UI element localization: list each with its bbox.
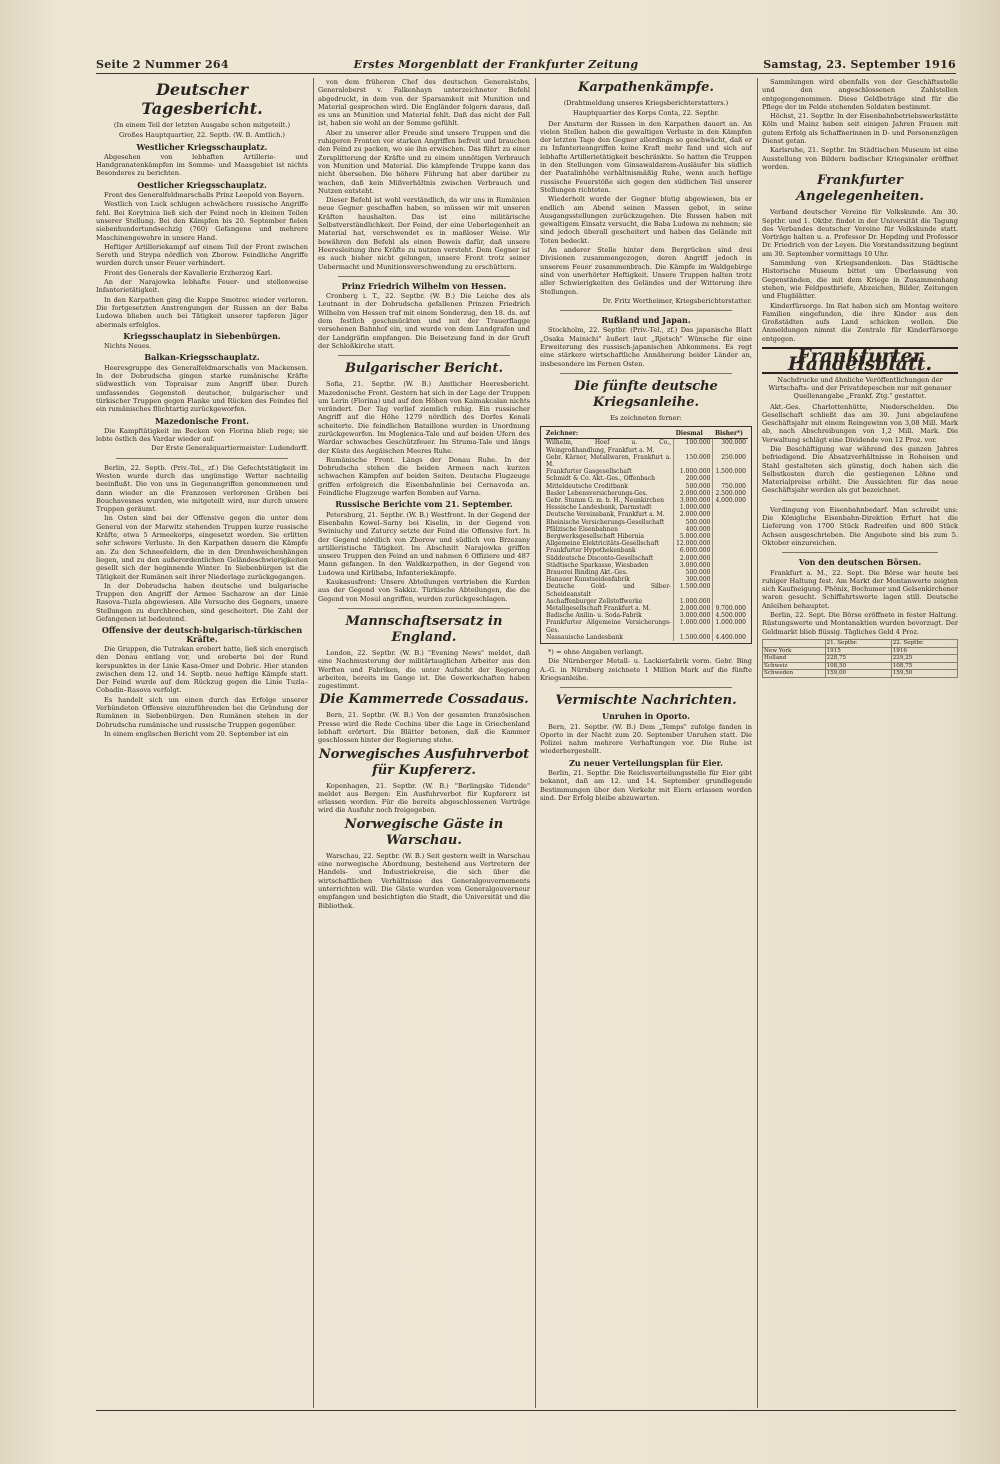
article-headline: Bulgarischer Bericht. <box>345 361 503 377</box>
amount-current: 3.000.000 <box>674 612 713 619</box>
table-row <box>544 569 748 576</box>
article-headline: Norwegisches Ausfuhrverbot für Kupfererz. <box>318 746 530 778</box>
table-row <box>544 634 748 641</box>
divider <box>116 458 288 459</box>
subscriber-name: Hessische Landesbank, Darmstadt <box>546 504 652 512</box>
amount-current: 500.000 <box>674 519 713 526</box>
table-cell: Schweden <box>763 670 826 678</box>
table-row <box>763 647 958 655</box>
subline: (Drahtmeldung unseres Kriegsberichterstatters.) <box>563 99 729 107</box>
amount-current: 12.000.000 <box>674 540 713 547</box>
article-paragraph: von dem früheren Chef des deutschen Generalstabs, Generaloberst v. Falkenhayn unterzeichneter Befehl abgedruckt, in dem von der Sparsamkeit mit Munition und Material gesprochen wird. Die Engländer folgern daraus, daß es uns an Munition und Material fehlt. Daß das nicht der Fall ist, haben sie wohl an der Somme gefühlt. <box>318 78 530 128</box>
subscriber-name: Gebr. Kärner, Metallwaren, Frankfurt a. M. <box>546 453 672 469</box>
article-paragraph: Der Ansturm der Russen in den Karpathen dauert an. An vielen Stellen haben die gewaltigen Verluste in den Kämpfen der letzten Tage den Gegner allerdings so geschwächt, daß er zu Infanterieangriffen keine Kraft mehr fand und sich auf lebhafte Artillerietätigkeit beschränkte. So hatten die Truppen in den Stellungen vom Ginsawaldarem-Ausläufer bis südlich der Paatalinhöhe verhältnismäßig Ruhe, wenn auch heftige russische Feuerstöße sich gegen den südlichen Teil unserer Stellungen richteten. <box>540 119 752 194</box>
article-paragraph: Die Nürnberger Metall- u. Lackierfabrik vorm. Gebr. Bing A.-G. in Nürnberg zeichnete 1 Million Mark auf die fünfte Kriegsanleihe. <box>540 657 752 682</box>
article-paragraph: Sammlungen wird ebenfalls von der Geschäftsstelle und den angeschlossenen Zahlstellen entgegengenommen. Diese Geldbeträge sind für die Pflege der im Felde stehenden Soldaten bestimmt. <box>762 78 958 111</box>
table-row <box>544 483 748 490</box>
divider <box>560 310 732 311</box>
divider <box>338 276 510 277</box>
subscriber-name: Bergwerksgesellschaft Hibernia <box>546 533 644 541</box>
article-paragraph: Berlin, 22. Sept. Die Börse eröffnete in fester Haltung. Rüstungswerte und Montanaktien wurden bevorzugt. Der Geldmarkt blieb flüssig. Tägliches Geld 4 Proz. <box>762 611 958 636</box>
amount-current: 100.000 <box>674 439 713 454</box>
amount-previous <box>713 540 748 547</box>
article-headline: Die fünfte deutsche Kriegsanleihe. <box>574 378 718 410</box>
article-paragraph: Aber zu unserer aller Freude sind unsere Truppen und die ruhigeren Fronten vor starken Angriffen befreit und brauchen den Feind zu packen, wo sie ihn erwischen. Das führt zu einer Zersplitterung der Kräfte und zu einem unnötigen Verbrauch von Munition und Material. Die kämpfende Truppe kann das nicht übersehen. Die höhere Führung hat aber darüber zu wachen, daß kein Mißverhältnis zwischen Verbrauch und Nutzen entsteht. <box>318 128 530 195</box>
article-paragraph: In der Dobrudscha haben deutsche und bulgarische Truppen den Angriff der Armee Sacharow an der Linie Rasova–Tuzla abgewiesen. Alle Versuche des Gegners, unsere Stellungen zu durchbrechen, sind gescheitert. Die Zahl der Gefangenen ist bedeutend. <box>96 581 308 624</box>
amount-current: 1.500.000 <box>674 634 713 641</box>
table-cell: Holland <box>763 655 826 663</box>
table-header-row <box>544 429 748 439</box>
masthead-rule <box>96 73 956 74</box>
amount-previous: 250.000 <box>713 454 748 468</box>
table-cell: 21. Septbr. <box>825 639 891 647</box>
amount-previous: 750.000 <box>713 483 748 490</box>
amount-previous <box>713 569 748 576</box>
divider <box>782 500 938 501</box>
footer-rule <box>96 1410 956 1411</box>
subscriber-name: Brauerei Binding Akt.-Ges. <box>546 569 628 577</box>
table-row <box>544 562 748 569</box>
amount-previous <box>713 511 748 518</box>
subline: Es zeichneten ferner: <box>610 413 682 422</box>
footnote: *) = ohne Angaben verlangt. <box>548 648 644 657</box>
section-heading: Balkan-Kriegsschauplatz. <box>144 352 260 363</box>
column-separator <box>313 78 314 1408</box>
subscriber-name: Aschaffenburger Zellstoffwerke <box>546 597 643 605</box>
article-paragraph: Frankfurt a. M., 22. Sept. Die Börse war heute bei ruhiger Haltung fest. Am Markt der Montanwerte zeigten sich Kaufneigung. Phönix, Bochumer und Gelsenkirchener waren gesucht. Schiffahrtswerte lagen still. Deutsche Anleihen behauptet. <box>762 568 958 610</box>
article-headline: Rußland und Japan. <box>601 315 691 326</box>
article-paragraph: Es handelt sich um einen durch das Erfolge unserer Verbündeten Offensive einzuführenden bei die Gründung der Rumänen in Siebenbürgen. Den Rumänen stehen in der Dobrudscha rumänische und russische Truppen gegenüber. <box>96 695 308 729</box>
amount-previous <box>713 504 748 511</box>
table-cell: 108,50 <box>825 662 891 670</box>
column-3 <box>540 78 752 1408</box>
table-cell: 1915 <box>825 647 891 655</box>
article-paragraph: Front des Generalfeldmarschalls Prinz Leopold von Bayern. <box>104 191 305 200</box>
subscription-table-box <box>540 426 752 644</box>
divider <box>560 373 732 374</box>
subscriber-name: Gebr. Stumm G. m. b. H., Neunkirchen <box>546 497 664 505</box>
masthead-page-number: Seite 2 Nummer 264 <box>96 57 229 71</box>
table-row <box>544 475 748 482</box>
article-paragraph: Die Gruppen, die Tutrakan erobert hatte, ließ sich energisch den Donau entlang vor, und eroberte bei der Rund kerspunktes in der Linie Kasa-Omer und Dobric. Hier standen zwischen dem 12. und 14. Septb. neue heftige Kämpfe statt. Der Feind wurde auf dem Rückzug gegen die Linie Tuzla–Cobadin–Rasova verfolgt. <box>96 644 308 695</box>
amount-previous <box>713 562 748 569</box>
section-heading: Oestlicher Kriegsschauplatz. <box>137 179 267 190</box>
article-paragraph: Bern, 21. Septbr. (W. B.) Von der gesamten französischen Presse wird die Rede Cochins über die Lage in Griechenland lebhaft erörtert. Die Blätter betonen, daß die Kammer geschlossen hinter der Regierung stehe. <box>318 711 530 745</box>
section-heading: Offensive der deutsch-bulgarisch-türkischen Kräfte. <box>101 625 303 644</box>
table-header: Diesmal <box>674 429 713 439</box>
subline: Nachdrucke und ähnliche Veröffentlichungen der Wirtschafts- und der Privatdepeschen nur mit genauer Quellenangabe „Frankf. Ztg." gestattet. <box>768 375 952 401</box>
amount-current: 1.500.000 <box>674 583 713 597</box>
article-paragraph: Rumänische Front. Längs der Donau Ruhe. In der Dobrudscha stehen die beiden Armeen nach kurzen schwachen Kämpfen auf beiden Seiten. Deutsche Flugzeuge griffen erfolgreich die Eisenbahnlinie bei Cernavoda an. Feindliche Flugzeuge warfen Bomben auf Varna. <box>318 455 530 498</box>
table-row <box>544 468 748 475</box>
article-paragraph: Akt.-Ges. Charlottenhütte, Niederschelden. Die Gesellschaft schließt das am 30. Juni abgelaufene Geschäftsjahr mit einem Reingewinn von 3,08 Mill. Mark ab, nach Abschreibungen von 1,2 Mill. Mark. Die Verwaltung schlägt eine Dividende von 12 Proz. vor. <box>762 402 958 444</box>
amount-current: 2.000.000 <box>674 555 713 562</box>
divider <box>560 687 732 688</box>
amount-current: 1.000.000 <box>674 598 713 605</box>
subscriber-name: Badische Anilin- u. Soda-Fabrik <box>546 612 642 620</box>
article-paragraph: Verband deutscher Vereine für Volkskunde. Am 30. Septbr. und 1. Oktbr. findet in der Universität die Tagung des Verbandes deutscher Vereine für Volkskunde statt. Vorträge halten u. a. Professor Dr. Hepding und Professor Dr. Friedrich von der Leyen. Die Vorstandssitzung beginnt am 30. September vormittags 10 Uhr. <box>762 208 958 258</box>
article-paragraph: Petersburg, 21. Septbr. (W. B.) Westfront. In der Gegend der Eisenbahn Kowel–Sarny bei Kiselin, in der Gegend von Swiniuchy und Zaturcy setzte der Feind die Offensive fort. In der Gegend nördlich von Zborow und südlich von Brzezany artilleristische Tätigkeit. Im Abschnitt Narajowka griffen unsere Truppen den Feind an und nahmen 6 Offiziere und 487 Mann gefangen. In den Waldkarpathen, in der Gegend von Ludowa und Kirlibaba, Infanteriekämpfe. <box>318 510 530 577</box>
subscriber-name: Mitteldeutsche Creditbank <box>546 482 628 490</box>
subscriber-name: Süddeutsche Disconto-Gesellschaft <box>546 554 654 562</box>
amount-current: 150.000 <box>674 454 713 468</box>
subscriber-name: Rheinische Versicherungs-Gesellschaft <box>546 518 665 526</box>
article-headline: Von den deutschen Börsen. <box>798 557 922 568</box>
table-cell: 108,75 <box>891 662 957 670</box>
section-heading: Westlicher Kriegsschauplatz. <box>136 141 268 152</box>
subscriber-name: Allgemeine Elektricitäts-Gesellschaft <box>546 540 659 548</box>
article-paragraph: Bern, 21. Septbr. (W. B.) Dem „Temps" zufolge fanden in Oporto in der Nacht zum 20. September Unruhen statt. Die Polizei nahm mehrere Verhaftungen vor. Die Ruhe ist wiederhergestellt. <box>540 722 752 756</box>
amount-current: 2.000.000 <box>674 490 713 497</box>
amount-current: 3.000.000 <box>674 497 713 504</box>
amount-current: 1.000.000 <box>674 468 713 475</box>
signature: Dr. Fritz Wertheimer, Kriegsberichterstatter. <box>602 296 752 305</box>
table-row <box>544 439 748 454</box>
article-paragraph: Dieser Befehl ist wohl verständlich, da wir uns in Rumänien neue Gegner geschaffen haben, so müssen wir mit unseren Kräften haushalten. Das ist eine militärische Selbstverständlichkeit. Der Feind, der eine Ueberlegenheit an Material hat, verschwendet es in maßloser Weise. Wir bewähren den Befehl als einen Beweis dafür, daß unsere Heeresleitung ihre Kräfte zu nutzen versteht. Dem Gegner ist es auch bisher nicht gelungen, unsere Front trotz seiner Uebermacht und Munitionsverschwendung zu erschüttern. <box>318 196 530 271</box>
column-separator <box>535 78 536 1408</box>
table-row <box>544 605 748 612</box>
article-paragraph: Im Osten sind bei der Offensive gegen die unter dem General von der Marwitz stehenden Truppen kurze russische Kräfte, etwa 5 Armeekorps, eingesetzt worden. Sie erlitten sehr schwere Verluste. In den Karpathen dauern die Kämpfe an. Zu den Schneefeldern, die in den Drenhweichenhängen liegen, und zu den außerordentlichen Geländeschwierigkeiten gesellt sich der beginnende Winter. In Siebenbürgen ist die Tätigkeit der Rumänen seit ihrer Niederlage zurückgegangen. <box>96 514 308 581</box>
dateline: Großes Hauptquartier, 22. Septb. (W. B. Amtlich.) <box>118 131 285 140</box>
table-cell: 1916 <box>891 647 957 655</box>
column-4 <box>762 78 958 1408</box>
masthead <box>96 56 956 72</box>
article-paragraph: Sofia, 21. Septbr. (W. B.) Amtlicher Heeresbericht. Mazedonische Front. Gestern hat sich in der Lage der Truppen um Lerin (Florina) und auf den Höhen von Kaimakcalan nichts verändert. Der Tag verlief ziemlich ruhig. Ein russischer Angriff auf die Höhe 1279 nördlich des Dorfes Kenali scheiterte. Die feindlichen Bataillone wurden in Unordnung zurückgeworfen. Im Moglenica-Tale und auf beiden Ufern des Wardar schwaches Geschützfeuer. Im Struma-Tale und längs der Küste des Aegäischen Meeres Ruhe. <box>318 380 530 455</box>
amount-previous: 2.500.000 <box>713 490 748 497</box>
article-paragraph: Cronberg i. T., 22. Septbr. (W. B.) Die Leiche des als Leutnant in der Dobrudscha gefallenen Prinzen Friedrich Wilhelm von Hessen traf mit einem Sonderzug, den 18. ds. auf dem festlich geschmückten und mit der Trauerflagge versehenen Bahnhof ein, und wurde von dem Landgrafen und der Landgräfin empfangen. Die Beisetzung fand in der Gruft der Schloßkirche statt. <box>318 292 530 350</box>
article-paragraph: London, 22. Septbr. (W. B.) "Evening News" meldet, daß eine Nachmusterung der militärtauglichen Arbeiter aus den Werften und Fabriken, die unter Aufsicht der Regierung arbeiten, bereits im Gange ist. Die Gewerkschaften haben zugestimmt. <box>318 648 530 691</box>
table-cell: 159,00 <box>825 670 891 678</box>
article-paragraph: Heeresgruppe des Generalfeldmarschalls von Mackensen. In der Dobrudscha gingen starke rumänische Kräfte südwestlich von Topraisar zum Angriff über. Durch umfassendes Gegenstoß deutscher, bulgarischer und türkischer Truppen gegen Flanke und Rücken des Feindes fiel ein rumänisches flüchtartig zurückgeworfen. <box>96 363 308 414</box>
article-paragraph: Westlich von Luck schlugen schwächere russische Angriffe fehl. Bei Korytnica ließ sich der Feind noch in kleinen Teilen unserer Stellung. Bei den Kämpfen bis 20. September fielen siebenhundertundsechzig (760) Gefangene und mehrere Maschinengewehre in unsere Hand. <box>96 200 308 242</box>
subscriber-name: Frankfurter Gasgesellschaft <box>546 468 632 476</box>
article-paragraph: Berlin, 21. Septbr. Die Reichsverteilungsstelle für Eier gibt bekannt, daß am 12. und 14. September grundlegende Bestimmungen über den Verkehr mit Eiern erlassen worden sind. Der Erfolg bleibe abzuwarten. <box>540 769 752 802</box>
article-paragraph: An der Narajowka lebhafte Feuer- und stellenweise Infanterietätigkeit. <box>96 278 308 295</box>
subscriber-name: Metallgesellschaft Frankfurt a. M. <box>546 605 651 613</box>
amount-current: 2.000.000 <box>674 511 713 518</box>
article-paragraph: Die Beschäftigung war während des ganzen Jahres befriedigend. Die Absatzverhältnisse in Roheisen und Stahl gestalteten sich günstig, doch haben sich die Selbstkosten durch die gestiegenen Löhne und Materialpreise erhöht. Die Aussichten für das neue Geschäftsjahr werden als gut bezeichnet. <box>762 444 958 495</box>
section-heading: Mazedonische Front. <box>155 415 249 426</box>
amount-previous <box>713 519 748 526</box>
article-paragraph: Front des Generals der Kavallerie Erzherzog Karl. <box>104 268 273 277</box>
headline-tagesbericht: Deutscher Tagesbericht. <box>141 80 263 118</box>
table-cell: 229,25 <box>891 655 957 663</box>
article-headline: Karpathenkämpfe. <box>578 80 714 95</box>
table-cell: 159,50 <box>891 670 957 678</box>
amount-current: 500.000 <box>674 569 713 576</box>
subscriber-name: Deutsche Vereinsbank, Frankfurt a. M. <box>546 511 665 519</box>
article-paragraph: Berlin, 22. Septb. (Priv.-Tel., zf.) Die Gefechtstätigkeit im Westen wurde durch das ungünstige Wetter nachteilig beeinflußt. Die von uns in Gegenangriffen genommenen und dann wieder an die Franzosen verlorenen Gräben bei Bouchavesnes wurden, wie mitgeteilt wird, nur durch unsere Truppen geräumt. <box>96 463 308 514</box>
table-row <box>763 655 958 663</box>
article-headline: Unruhen in Oporto. <box>602 711 690 722</box>
table-row <box>544 598 748 605</box>
dateline: Hauptquartier des Korps Conta, 22. Septbr. <box>572 109 720 118</box>
article-headline: Mannschaftsersatz in England. <box>345 613 503 645</box>
article-paragraph: Abgesehen von lebhaften Artillerie- und Handgranatenkämpfen im Somme- und Maasgebiet ist nichts Besonderes zu berichten. <box>96 152 308 178</box>
amount-previous <box>713 576 748 583</box>
amount-previous <box>713 598 748 605</box>
amount-current: 400.000 <box>674 526 713 533</box>
article-headline: Frankfurter Angelegenheiten. <box>796 173 924 205</box>
amount-current: 6.000.000 <box>674 547 713 554</box>
subscriber-name: Frankfurter Hypothekenbank <box>546 547 636 555</box>
article-paragraph: Kopenhagen, 21. Septbr. (W. B.) "Berlingske Tidende" meldet aus Bergen: Ein Ausfuhrverbot für Kupfererz ist erlassen worden. Für die bereits abgeschlossenen Verträge wird die Ausfuhr noch freigegeben. <box>318 781 530 815</box>
table-cell: 228,75 <box>825 655 891 663</box>
column-1 <box>96 78 308 1408</box>
table-row <box>763 670 958 678</box>
amount-current: 3.000.000 <box>674 562 713 569</box>
table-row <box>763 639 958 647</box>
article-paragraph: In einem englischen Bericht vom 20. September ist ein <box>104 729 289 738</box>
article-paragraph: Wiederholt wurde der Gegner blutig abgewiesen, bis er endlich am Abend seinen Massen gebot, in seine Ausgangsstellungen zurückzugehen. Die Russen haben mit gewaltigem Einsatz versucht, die Baba Ludowa zu nehmen; sie sind jedoch überall gescheitert und haben das Gelände mit Toten bedeckt. <box>540 195 752 245</box>
article-paragraph: Kaukasusfront: Unsere Abteilungen vertrieben die Kurden aus der Gegend von Sakkiz. Türkische Abteilungen, die die Gegend von Mosul angriffen, wurden zurückgeschlagen. <box>318 578 530 603</box>
subscriber-name: Deutsche Gold- und Silber-Scheideanstalt <box>546 583 672 598</box>
amount-previous: 1.000.000 <box>713 619 748 633</box>
table-cell <box>763 639 826 647</box>
article-headline: Vermischte Nachrichten. <box>555 693 737 709</box>
amount-current: 500.000 <box>674 483 713 490</box>
section-heading: Kriegsschauplatz in Siebenbürgen. <box>123 330 281 341</box>
table-row <box>544 555 748 562</box>
amount-previous <box>713 526 748 533</box>
article-headline: Prinz Friedrich Wilhelm von Hessen. <box>341 280 507 291</box>
article-paragraph: Stockholm, 22. Septbr. (Priv.-Tel., zf.) Das japanische Blatt „Osaka Mainichi" äußert laut „Rjetsch" Wünsche für eine Erweiterung des russisch-japanischen Abkommens. Es regt eine stärkere wirtschaftliche Annäherung beider Länder an, insbesondere im Fernen Osten. <box>540 326 752 368</box>
table-row <box>544 504 748 511</box>
subscriber-name: Wilhelm, Hoef u. Co., Weingroßhandlung, Frankfurt a. M. <box>546 439 672 454</box>
amount-current: 5.000.000 <box>674 533 713 540</box>
table-header: Bisher*) <box>713 429 748 439</box>
article-paragraph: Sammlung von Kriegsandenken. Das Städtische Historische Museum bittet um Überlassung von Gegenständen, die mit dem Kriege in Zusammenhang stehen, wie Feldpostbriefe, Abzeichen, Bilder, Zeitungen und Flugblätter. <box>762 259 958 301</box>
divider <box>338 608 510 609</box>
article-paragraph: Warschau, 22. Septbr. (W. B.) Seit gestern weilt in Warschau eine norwegische Abordnung, bestehend aus Vertretern der Handels- und Industriekreise, die sich über die wirtschaftlichen Verhältnisse des Generalgouvernements unterrichten will. Die Gäste wurden vom Generalgouverneur empfangen und besichtigten die Stadt, die Universität und die Bibliothek. <box>318 851 530 910</box>
amount-previous <box>713 547 748 554</box>
divider <box>782 552 938 553</box>
article-paragraph: Die Kampftätigkeit im Becken von Florina blieb rege; sie lebte östlich des Vardar wieder auf. <box>96 426 308 444</box>
article-paragraph: Nichts Neues. <box>104 342 152 351</box>
table-row <box>763 662 958 670</box>
article-headline: Russische Berichte vom 21. September. <box>335 499 513 510</box>
table-header: Zeichner: <box>544 429 674 439</box>
table-row <box>544 540 748 547</box>
amount-previous: 300.000 <box>713 439 748 454</box>
amount-previous <box>713 533 748 540</box>
amount-previous <box>713 475 748 482</box>
subscription-table <box>544 429 748 641</box>
column-2 <box>318 78 530 1408</box>
amount-current: 2.000.000 <box>674 605 713 612</box>
amount-current: 1.000.000 <box>674 504 713 511</box>
table-cell: Schweiz <box>763 662 826 670</box>
amount-previous: 1.500.000 <box>713 468 748 475</box>
article-headline: Norwegische Gäste in Warschau. <box>344 816 504 848</box>
amount-current: 200.000 <box>674 475 713 482</box>
subscriber-name: Pfälzische Eisenbahnen <box>546 525 618 533</box>
subscriber-name: Basler Lebensversicherungs-Ges. <box>546 489 648 497</box>
article-headline: Zu neuer Verteilungsplan für Eier. <box>569 757 723 768</box>
amount-previous: 9.700.000 <box>713 605 748 612</box>
masthead-date: Samstag, 23. September 1916 <box>763 57 956 71</box>
masthead-title: Erstes Morgenblatt der Frankfurter Zeitung <box>353 57 639 71</box>
subline: (In einem Teil der letzten Ausgabe schon mitgeteilt.) <box>113 121 291 129</box>
amount-previous: 4.000.000 <box>713 497 748 504</box>
table-cell: 22. Septbr. <box>891 639 957 647</box>
table-row <box>544 526 748 533</box>
amount-current: 300.000 <box>674 576 713 583</box>
signature: Der Erste Generalquartiermeister: Ludendorff. <box>151 444 308 453</box>
table-row <box>544 583 748 597</box>
handelsblatt-title: Frankfurter Handelsblatt. <box>762 347 958 374</box>
table-cell: New York <box>763 647 826 655</box>
amount-previous <box>713 555 748 562</box>
table-row <box>544 533 748 540</box>
article-paragraph: Kinderfürsorge. Im Rat haben sich am Montag weitere Familien eingefunden, die ihre Kinder aus den Großstädten aufs Land schicken wollen. Die Anmeldungen nimmt die Zentrale für Kinderfürsorge entgegen. <box>762 301 958 343</box>
table-row <box>544 497 748 504</box>
article-headline: Die Kammerrede Cossadaus. <box>319 692 529 708</box>
amount-current: 1.000.000 <box>674 619 713 633</box>
subscriber-name: Hanauer Kunstseidenfabrik <box>546 576 630 584</box>
table-row <box>544 612 748 619</box>
article-paragraph: In den Karpathen ging die Kuppe Smotrec wieder verloren. Die fortgesetzten Anstrengungen der Russen an der Baba Ludowa blieben auch bei Tätigkeit unserer tapferen Jäger abermals erfolglos. <box>96 295 308 329</box>
subscriber-name: Frankfurter Allgemeine Versicherungs-Ges. <box>546 619 672 634</box>
subscriber-name: Schmidt & Co. Akt.-Ges., Offenbach <box>546 475 655 483</box>
exchange-table <box>762 639 958 678</box>
divider <box>338 355 510 356</box>
table-row <box>544 576 748 583</box>
table-row <box>544 519 748 526</box>
subscriber-name: Nassauische Landesbank <box>546 633 623 641</box>
column-separator <box>757 78 758 1408</box>
table-row <box>544 490 748 497</box>
article-paragraph: Verdingung von Eisenbahnbedarf. Man schreibt uns: Die Königliche Eisenbahn-Direktion Erfurt hat die Lieferung von 1700 Stück Radreifen und 800 Stück Achsen ausgeschrieben. Die Angebote sind bis zum 5. Oktober einzureichen. <box>762 505 958 547</box>
table-row <box>544 454 748 468</box>
article-paragraph: An anderer Stelle hinter dem Bergrücken sind drei Divisionen zusammengezogen, deren Angriff jedoch in unserem Feuer zusammenbrach. Die Kämpfe im Waldgebirge sind von unerhörter Heftigkeit. Unsere Truppen halten trotz aller Schwierigkeiten des Geländes und der Witterung ihre Stellungen. <box>540 246 752 296</box>
subscriber-name: Städtische Sparkasse, Wiesbaden <box>546 561 649 569</box>
article-paragraph: Höchst, 21. Septbr. In der Eisenbahnbetriebswerkstätte Köln und Mainz haben seit einigen Jahren Frauen mit gutem Erfolg als Schaffnerinnen in D- und Personenzügen Dienst getan. <box>762 112 958 146</box>
amount-previous: 4.400.000 <box>713 634 748 641</box>
article-paragraph: Karlsruhe, 21. Septbr. Im Städtischen Museum ist eine Ausstellung von Bildern badischer Kriegsmaler eröffnet worden. <box>762 146 958 171</box>
amount-previous: 4.500.000 <box>713 612 748 619</box>
table-row <box>544 619 748 633</box>
amount-previous <box>713 583 748 597</box>
article-paragraph: Heftiger Artilleriekampf auf einem Teil der Front zwischen Sereth und Strypa nördlich von Zborow. Feindliche Angriffe wurden durch unser Feuer verhindert. <box>96 242 308 268</box>
table-row <box>544 511 748 518</box>
table-row <box>544 547 748 554</box>
